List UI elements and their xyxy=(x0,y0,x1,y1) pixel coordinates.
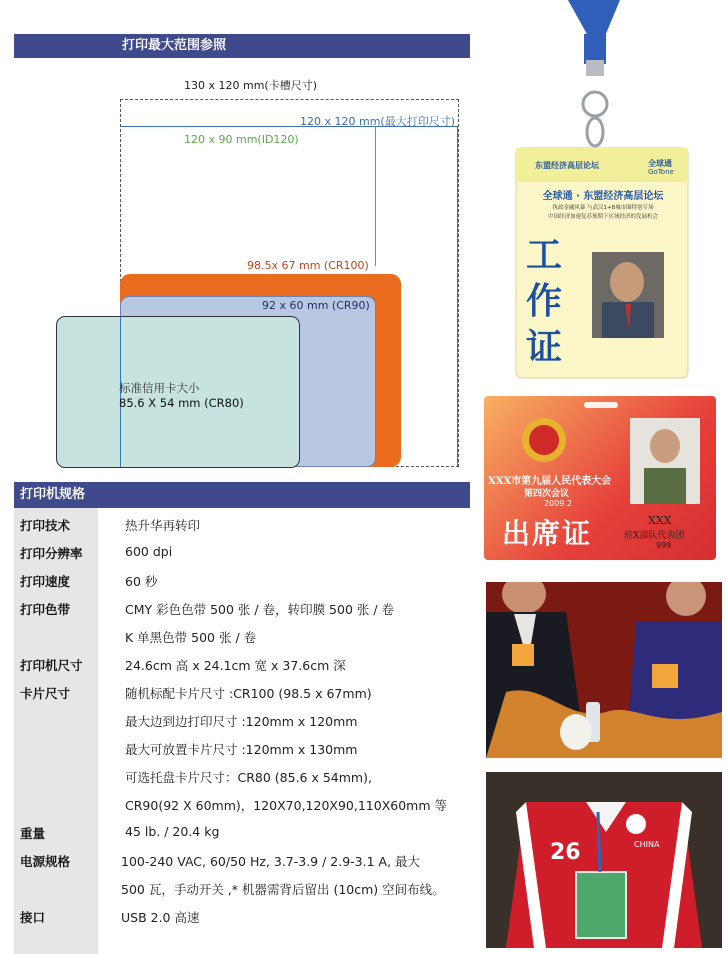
badge1-subline2: 中国经济加速复苏预期下区域经济的发展机会 xyxy=(547,214,658,220)
delegates-photo xyxy=(486,582,722,758)
badge1-brand-right: 全球通 xyxy=(648,159,672,168)
max-print-outline-top xyxy=(121,126,458,127)
specs-title: 打印机规格 xyxy=(20,487,86,502)
jersey-badge-text: CHINA xyxy=(634,840,660,849)
spec-row-value: 可选托盘卡片尺寸：CR80 (85.6 x 54mm), xyxy=(125,770,372,785)
max-print-label: 120 x 120 mm(最大打印尺寸) xyxy=(300,115,456,128)
spec-row-value: 600 dpi xyxy=(125,544,173,559)
badge1-subline1: 执政金融风暴 与武汉1+8城市圈特别专场 xyxy=(552,205,654,211)
badge1-vertical-char: 工 xyxy=(526,234,563,276)
spec-row-label: 打印技术 xyxy=(20,518,71,533)
spec-row-value: 500 瓦，手动开关 ,* 机器需背后留出 (10cm) 空间布线。 xyxy=(121,882,445,897)
badge2-year: 2009.2 xyxy=(544,499,572,508)
spec-row-label: 接口 xyxy=(20,910,46,925)
cr90-label: 92 x 60 mm (CR90) xyxy=(262,299,370,312)
spec-row-value: CR90(92 X 60mm)，120X70,120X90,110X60mm 等 xyxy=(125,798,448,813)
badge2-unit: 驻X部队代表团 xyxy=(624,531,685,541)
spec-row-value: CMY 彩色色带 500 张 / 卷，转印膜 500 张 / 卷 xyxy=(125,602,395,617)
badge2-big-title: 出席证 xyxy=(502,517,593,550)
jersey-scene xyxy=(486,772,722,948)
spec-row-value: 60 秒 xyxy=(125,574,158,589)
spec-row-value: 最大可放置卡片尺寸 :120mm x 130mm xyxy=(125,742,358,757)
spec-row-value: USB 2.0 高速 xyxy=(121,910,200,925)
jersey-number: 26 xyxy=(550,840,581,865)
spec-row-value: 24.6cm 高 x 24.1cm 宽 x 37.6cm 深 xyxy=(125,658,346,673)
specs-title-bar xyxy=(14,482,470,508)
jersey-photo xyxy=(486,772,722,948)
cr100-label: 98.5x 67 mm (CR100) xyxy=(247,259,369,272)
spec-row-label: 重量 xyxy=(20,826,46,841)
badge1-brand-left: 东盟经济高层论坛 xyxy=(535,161,599,170)
spec-row-value: 最大边到边打印尺寸 :120mm x 120mm xyxy=(125,714,358,729)
badge2-name: XXX xyxy=(648,514,672,527)
spec-row-value: 热升华再转印 xyxy=(125,518,201,533)
id120-outline xyxy=(375,126,376,266)
spec-row-label: 打印色带 xyxy=(20,602,71,617)
spec-row-label: 打印速度 xyxy=(20,574,71,589)
spec-row-label: 电源规格 xyxy=(20,854,71,869)
diagram-title-bar xyxy=(14,34,470,58)
badge1-vertical-char: 证 xyxy=(526,326,563,368)
delegates-scene xyxy=(486,582,722,758)
badge2-card xyxy=(484,396,716,560)
cr80-size: 85.6 X 54 mm (CR80) xyxy=(119,396,244,410)
spec-row-label: 打印分辨率 xyxy=(20,546,83,561)
diagram-title: 打印最大范围参照 xyxy=(122,38,227,53)
badge2-number: 999 xyxy=(656,541,672,550)
badge1-headline: 全球通 · 东盟经济高层论坛 xyxy=(542,191,664,202)
badge1-vertical-char: 作 xyxy=(526,280,563,322)
spec-row-value: 随机标配卡片尺寸 :CR100 (98.5 x 67mm) xyxy=(125,686,372,701)
badge2-event-line2: 第四次会议 xyxy=(524,489,570,499)
id120-label: 120 x 90 mm(ID120) xyxy=(184,133,299,146)
spec-row-label: 卡片尺寸 xyxy=(20,686,71,701)
badge1-vertical-title xyxy=(526,232,562,370)
badge1-photo xyxy=(480,0,726,390)
spec-row-value: 45 lb. / 20.4 kg xyxy=(125,824,220,839)
max-print-outline-right xyxy=(457,126,458,466)
spec-row-value: 100-240 VAC, 60/50 Hz, 3.7-3.9 / 2.9-3.1 A, 最大 xyxy=(121,854,421,869)
badge2-event-line1: XXX市第九届人民代表大会 xyxy=(488,476,612,487)
slot-size-label: 130 x 120 mm(卡槽尺寸) xyxy=(184,79,318,92)
spec-row-value: K 单黑色带 500 张 / 卷 xyxy=(125,630,257,645)
cr80-name: 标准信用卡大小 xyxy=(119,381,200,395)
badge1-brand-right-en: GoTone xyxy=(648,168,674,176)
spec-row-label: 打印机尺寸 xyxy=(20,658,83,673)
